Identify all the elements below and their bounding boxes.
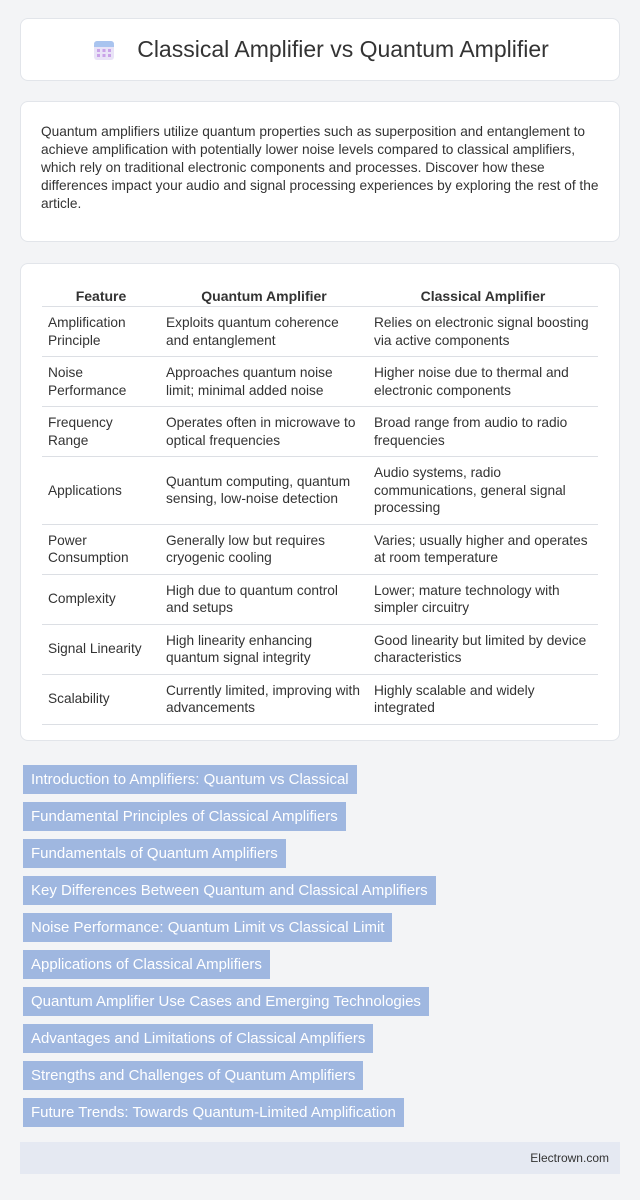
table-row [42,407,598,457]
intro-card [20,101,620,242]
comparison-table-card [20,263,620,741]
table-row [42,307,598,357]
table-cell-feature: Power Consumption [42,524,160,574]
table-cell-quantum: High linearity enhancing quantum signal integrity [160,624,368,674]
table-cell-classical: Broad range from audio to radio frequencies [368,407,598,457]
table-cell-feature: Amplification Principle [42,307,160,357]
table-row [42,574,598,624]
table-header: Classical Amplifier [368,283,598,307]
table-cell-classical: Good linearity but limited by device characteristics [368,624,598,674]
table-cell-feature: Scalability [42,674,160,724]
table-header: Quantum Amplifier [160,283,368,307]
toc-link-noise-performance[interactable]: Noise Performance: Quantum Limit vs Classical Limit [23,913,392,942]
comparison-table [42,283,598,725]
table-row [42,524,598,574]
table-cell-classical: Audio systems, radio communications, general signal processing [368,457,598,525]
calendar-grid-icon [91,37,117,63]
toc-link-future-trends[interactable]: Future Trends: Towards Quantum-Limited Amplification [23,1098,404,1127]
table-cell-quantum: Approaches quantum noise limit; minimal added noise [160,357,368,407]
table-header: Feature [42,283,160,307]
table-cell-quantum: Currently limited, improving with advancements [160,674,368,724]
footer [20,1142,620,1174]
page-title: Classical Amplifier vs Quantum Amplifier [137,36,549,62]
table-cell-feature: Signal Linearity [42,624,160,674]
toc-link-classical-principles[interactable]: Fundamental Principles of Classical Amplifiers [23,802,346,831]
table-cell-quantum: Quantum computing, quantum sensing, low-noise detection [160,457,368,525]
table-cell-feature: Complexity [42,574,160,624]
table-cell-quantum: Generally low but requires cryogenic cooling [160,524,368,574]
toc-link-classical-advantages[interactable]: Advantages and Limitations of Classical Amplifiers [23,1024,373,1053]
table-cell-feature: Applications [42,457,160,525]
toc-link-quantum-use-cases[interactable]: Quantum Amplifier Use Cases and Emerging Technologies [23,987,429,1016]
table-row [42,457,598,525]
table-cell-classical: Higher noise due to thermal and electronic components [368,357,598,407]
table-cell-classical: Highly scalable and widely integrated [368,674,598,724]
toc-link-quantum-fundamentals[interactable]: Fundamentals of Quantum Amplifiers [23,839,286,868]
table-cell-quantum: Exploits quantum coherence and entanglement [160,307,368,357]
table-cell-classical: Lower; mature technology with simpler circuitry [368,574,598,624]
table-cell-quantum: Operates often in microwave to optical frequencies [160,407,368,457]
table-row [42,674,598,724]
table-cell-quantum: High due to quantum control and setups [160,574,368,624]
table-cell-classical: Varies; usually higher and operates at room temperature [368,524,598,574]
table-cell-classical: Relies on electronic signal boosting via active components [368,307,598,357]
footer-brand: Electrown.com [530,1151,609,1165]
table-row [42,624,598,674]
table-row [42,357,598,407]
table-header-row [42,283,598,307]
toc-link-key-differences[interactable]: Key Differences Between Quantum and Classical Amplifiers [23,876,436,905]
toc-link-introduction[interactable]: Introduction to Amplifiers: Quantum vs Classical [23,765,357,794]
table-cell-feature: Frequency Range [42,407,160,457]
intro-text: Quantum amplifiers utilize quantum properties such as superposition and entanglement to achieve amplification with potentially lower noise levels compared to classical amplifiers, which rely on traditional electronic components and processes. Discover how these differences impact your audio and signal processing experiences by exploring the rest of the article. [41,124,599,211]
toc-link-quantum-strengths[interactable]: Strengths and Challenges of Quantum Amplifiers [23,1061,363,1090]
table-of-contents [23,765,623,1135]
title-card [20,18,620,81]
table-cell-feature: Noise Performance [42,357,160,407]
toc-link-classical-applications[interactable]: Applications of Classical Amplifiers [23,950,270,979]
